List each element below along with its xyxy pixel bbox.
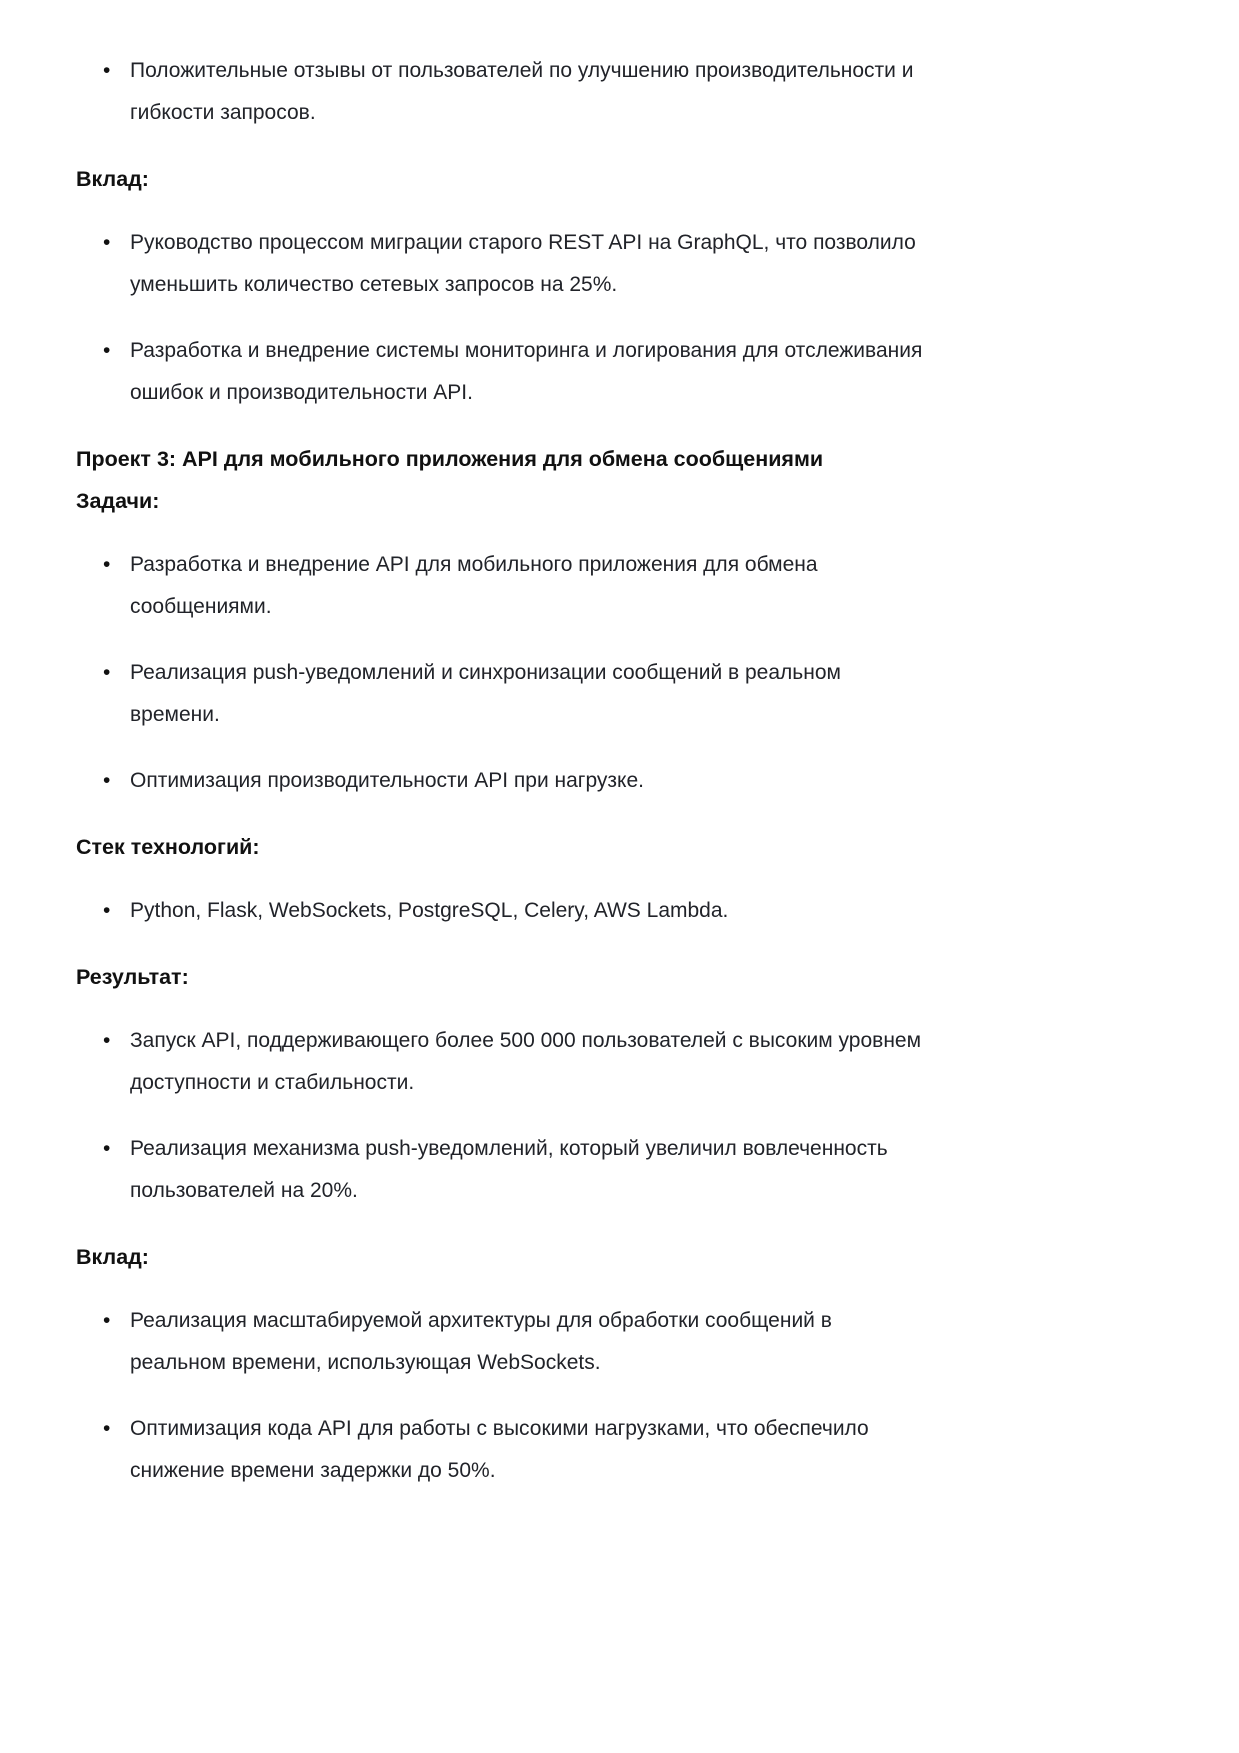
list-item-text: Положительные отзывы от пользователей по улучшению производительности и гибкости запросов. xyxy=(130,59,914,124)
heading-contribution-1: Вклад: xyxy=(76,167,149,191)
list-item xyxy=(76,1408,1163,1492)
bullet-list xyxy=(76,222,1163,414)
bullet-list xyxy=(76,544,1163,802)
list-item xyxy=(76,544,1163,628)
list-item xyxy=(76,1128,1163,1212)
list-item xyxy=(76,760,1163,802)
list-item xyxy=(76,890,1163,932)
list-item xyxy=(76,50,1163,134)
bullet-icon: • xyxy=(103,339,111,362)
heading-contribution-2: Вклад: xyxy=(76,1245,149,1269)
heading-result: Результат: xyxy=(76,965,189,989)
list-item xyxy=(76,652,1163,736)
bullet-icon: • xyxy=(103,1137,111,1160)
bullet-list xyxy=(76,1300,1163,1492)
bullet-icon: • xyxy=(103,59,111,82)
list-item-text: Оптимизация кода API для работы с высокими нагрузками, что обеспечило снижение времени задержки до 50%. xyxy=(130,1417,869,1482)
bullet-icon: • xyxy=(103,1309,111,1332)
bullet-icon: • xyxy=(103,899,111,922)
bullet-list xyxy=(76,1020,1163,1212)
heading-project-3: Проект 3: API для мобильного приложения для обмена сообщениями xyxy=(76,447,824,471)
list-item-text: Разработка и внедрение системы мониторинга и логирования для отслеживания ошибок и производительности API. xyxy=(130,339,923,404)
bullet-icon: • xyxy=(103,553,111,576)
list-item xyxy=(76,1020,1163,1104)
list-item xyxy=(76,222,1163,306)
heading-tasks: Задачи: xyxy=(76,489,160,513)
bullet-icon: • xyxy=(103,661,111,684)
bullet-list xyxy=(76,50,1163,134)
list-item xyxy=(76,1300,1163,1384)
list-item-text: Реализация push-уведомлений и синхронизации сообщений в реальном времени. xyxy=(130,661,841,726)
list-item-text: Запуск API, поддерживающего более 500 000 пользователей с высоким уровнем доступности и стабильности. xyxy=(130,1029,922,1094)
list-item-text: Разработка и внедрение API для мобильного приложения для обмена сообщениями. xyxy=(130,553,818,618)
bullet-icon: • xyxy=(103,769,111,792)
bullet-list xyxy=(76,890,1163,932)
list-item-text: Руководство процессом миграции старого REST API на GraphQL, что позволило уменьшить количество сетевых запросов на 25%. xyxy=(130,231,916,296)
list-item-text: Оптимизация производительности API при нагрузке. xyxy=(130,769,644,792)
bullet-icon: • xyxy=(103,1417,111,1440)
heading-tech-stack: Стек технологий: xyxy=(76,835,260,859)
bullet-icon: • xyxy=(103,231,111,254)
bullet-icon: • xyxy=(103,1029,111,1052)
list-item-text: Python, Flask, WebSockets, PostgreSQL, Celery, AWS Lambda. xyxy=(130,899,729,922)
list-item-text: Реализация масштабируемой архитектуры для обработки сообщений в реальном времени, использующая WebSockets. xyxy=(130,1309,832,1374)
list-item-text: Реализация механизма push-уведомлений, который увеличил вовлеченность пользователей на 20%. xyxy=(130,1137,888,1202)
list-item xyxy=(76,330,1163,414)
